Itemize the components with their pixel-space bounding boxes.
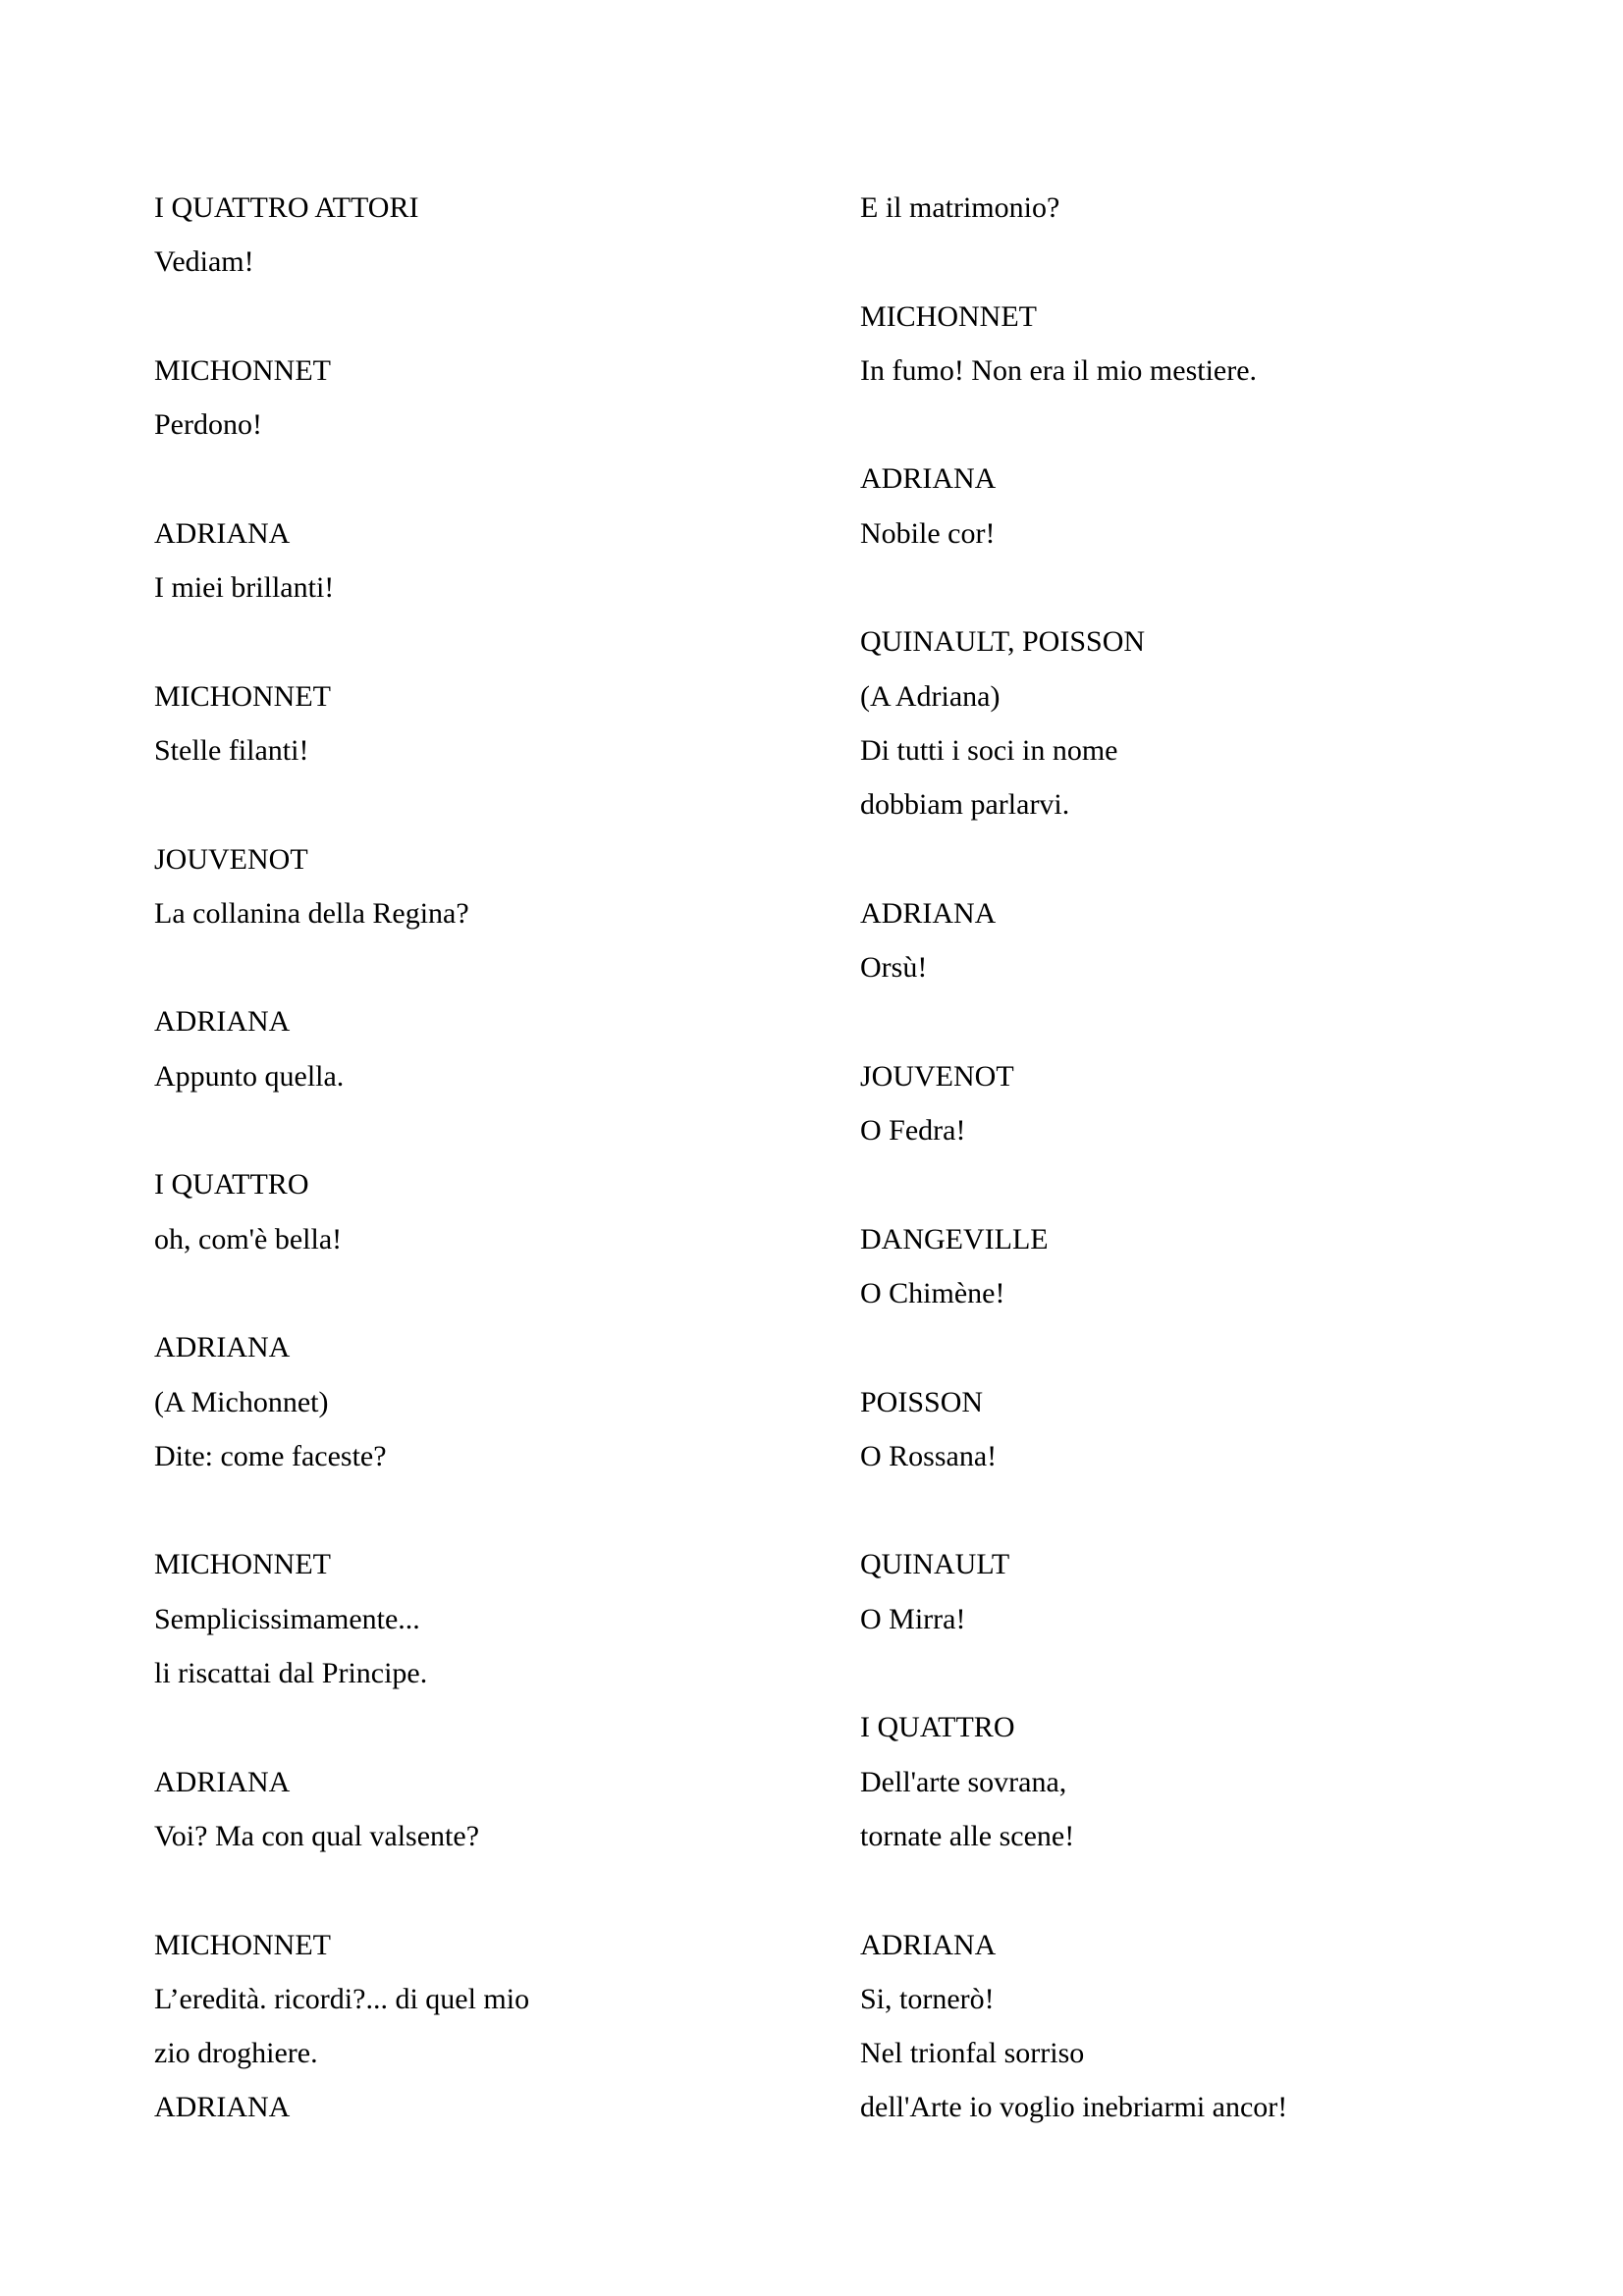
blank-line [860, 1863, 1287, 1917]
dialogue-line: dell'Arte io voglio inebriarmi ancor! [860, 2091, 1288, 2124]
dialogue-line: Perdono! [154, 408, 262, 442]
blank-line [154, 1103, 529, 1157]
dialogue-line: Voi? Ma con qual valsente? [154, 1819, 480, 1852]
speaker-name-line: I QUATTRO [860, 1711, 1015, 1744]
speaker-name-line: I QUATTRO [154, 1168, 309, 1201]
speaker-name-line: ADRIANA [860, 462, 997, 496]
speaker-name-line: ADRIANA [154, 1005, 291, 1039]
speaker-name-line: DANGEVILLE [860, 1222, 1049, 1255]
blank-line [154, 1863, 529, 1917]
speaker-name-line: QUINAULT, POISSON [860, 625, 1146, 659]
speaker-name-line: ADRIANA [154, 516, 291, 550]
stage-direction-line: (A Michonnet) [154, 1385, 329, 1418]
speaker-name-line: ADRIANA [154, 2091, 291, 2124]
speaker-name-line: I QUATTRO ATTORI [154, 191, 419, 224]
dialogue-line: oh, com'è bella! [154, 1222, 343, 1255]
speaker-name-line: JOUVENOT [860, 1059, 1014, 1093]
blank-line [860, 994, 1287, 1048]
blank-line [860, 832, 1287, 886]
blank-line [154, 1700, 529, 1754]
dialogue-line: In fumo! Non era il mio mestiere. [860, 353, 1258, 387]
blank-line [860, 1157, 1287, 1211]
blank-line [154, 2135, 529, 2189]
blank-line [860, 1320, 1287, 1374]
dialogue-line: O Mirra! [860, 1602, 966, 1635]
dialogue-line: Si, tornerò! [860, 1982, 995, 2015]
dialogue-line: Orsù! [860, 951, 928, 985]
blank-line [860, 235, 1287, 289]
dialogue-line: Nel trionfal sorriso [860, 2037, 1085, 2070]
blank-line [154, 940, 529, 994]
speaker-name-line: POISSON [860, 1385, 984, 1418]
blank-line [860, 398, 1287, 452]
speaker-name-line: MICHONNET [154, 679, 331, 713]
speaker-name-line: MICHONNET [154, 353, 331, 387]
dialogue-line: Vediam! [154, 245, 254, 279]
blank-line [154, 452, 529, 506]
dialogue-line: L’eredità. ricordi?... di quel mio [154, 1982, 530, 2015]
dialogue-line: O Chimène! [860, 1276, 1005, 1309]
stage-direction-line: (A Adriana) [860, 679, 1001, 713]
libretto-column-right [860, 181, 1287, 2135]
dialogue-line: O Rossana! [860, 1439, 998, 1472]
blank-line [154, 1483, 529, 1537]
dialogue-line: I miei brillanti! [154, 571, 335, 605]
speaker-name-line: MICHONNET [154, 1928, 331, 1961]
dialogue-line: Nobile cor! [860, 516, 996, 550]
dialogue-line: Stelle filanti! [154, 733, 309, 767]
blank-line [154, 614, 529, 668]
dialogue-line: Dell'arte sovrana, [860, 1765, 1067, 1798]
blank-line [860, 1483, 1287, 1537]
blank-line [154, 777, 529, 831]
dialogue-line: O Fedra! [860, 1114, 966, 1148]
dialogue-line: Dite: come faceste? [154, 1439, 387, 1472]
blank-line [860, 561, 1287, 614]
dialogue-line: Appunto quella. [154, 1059, 345, 1093]
dialogue-line: Semplicissimamente... [154, 1602, 420, 1635]
blank-line [154, 1266, 529, 1320]
speaker-name-line: MICHONNET [154, 1548, 331, 1581]
speaker-name-line: MICHONNET [860, 299, 1037, 333]
blank-line [860, 1646, 1287, 1700]
speaker-name-line: QUINAULT [860, 1548, 1010, 1581]
dialogue-line: zio droghiere. [154, 2037, 318, 2070]
dialogue-line: tornate alle scene! [860, 1819, 1075, 1852]
speaker-name-line: ADRIANA [154, 1331, 291, 1364]
speaker-name-line: ADRIANA [860, 1928, 997, 1961]
dialogue-line: E il matrimonio? [860, 191, 1060, 224]
speaker-name-line: ADRIANA [860, 896, 997, 930]
speaker-name-line: ADRIANA [154, 1765, 291, 1798]
speaker-name-line: JOUVENOT [154, 842, 308, 876]
dialogue-line: dobbiam parlarvi. [860, 788, 1070, 822]
dialogue-line: li riscattai dal Principe. [154, 1657, 428, 1690]
blank-line [154, 290, 529, 344]
dialogue-line: Di tutti i soci in nome [860, 733, 1118, 767]
dialogue-line: La collanina della Regina? [154, 896, 469, 930]
libretto-column-left [154, 181, 529, 2189]
